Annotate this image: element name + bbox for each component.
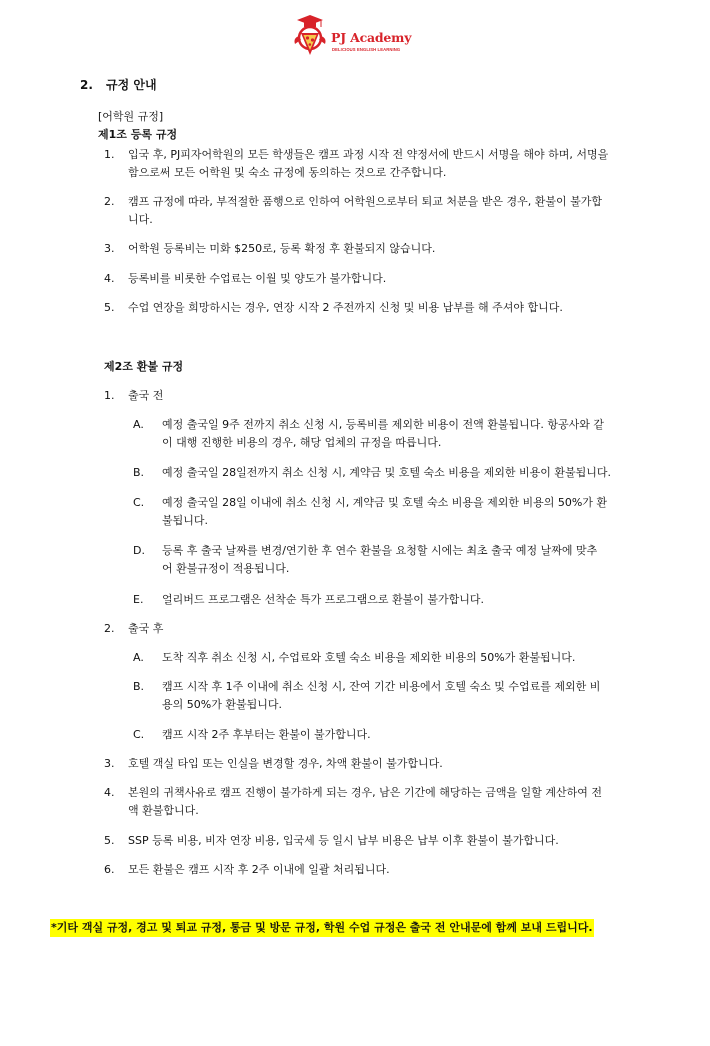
sub-text: 용의 50%가 환불됩니다.: [162, 698, 282, 711]
list-text: 함으로써 모든 어학원 및 숙소 규정에 동의하는 것으로 간주합니다.: [128, 166, 447, 179]
sub-text: 이 대행 진행한 비용의 경우, 해당 업체의 규정을 따릅니다.: [162, 436, 442, 449]
pizza-mascot-icon: [290, 14, 330, 64]
list-text: 수업 연장을 희망하시는 경우, 연장 시작 2 주전까지 신청 및 비용 납부를 해 주셔야 합니다.: [128, 301, 563, 314]
list-number: 5.: [104, 301, 115, 314]
sub-letter: C.: [133, 728, 145, 741]
list-number: 6.: [104, 863, 115, 876]
sub-letter: C.: [133, 496, 145, 509]
sub-text: 예정 출국일 28일 이내에 취소 신청 시, 계약금 및 호텔 숙소 비용을 제외한 비용의 50%가 환: [162, 496, 608, 509]
sub-letter: A.: [133, 651, 144, 664]
sub-letter: B.: [133, 466, 145, 479]
section-heading: [80, 76, 157, 93]
list-text: 캠프 규정에 따라, 부적절한 품행으로 인하여 어학원으로부터 퇴교 처분을 받은 경우, 환불이 불가합: [128, 195, 602, 208]
list-number: 5.: [104, 834, 115, 847]
sub-letter: E.: [133, 593, 144, 606]
sub-text: 얼리버드 프로그램은 선착순 특가 프로그램으로 환불이 불가합니다.: [162, 593, 485, 606]
group-label: 출국 전: [128, 389, 164, 402]
sub-text: 캠프 시작 2주 후부터는 환불이 불가합니다.: [162, 728, 371, 741]
list-number: 1.: [104, 148, 115, 161]
list-number: 2.: [104, 195, 115, 208]
list-text: 등록비를 비롯한 수업료는 이월 및 양도가 불가합니다.: [128, 272, 387, 285]
list-number: 4.: [104, 786, 115, 799]
sub-text: 어 환불규정이 적용됩니다.: [162, 562, 290, 575]
brand-tagline: DELICIOUS ENGLISH LEARNING: [332, 47, 401, 52]
list-number: 1.: [104, 389, 115, 402]
academy-logo: [290, 14, 420, 64]
list-number: 4.: [104, 272, 115, 285]
list-text: 입국 후, PJ피자어학원의 모든 학생들은 캠프 과정 시작 전 약정서에 반드시 서명을 해야 하며, 서명을: [128, 148, 609, 161]
sub-letter: D.: [133, 544, 145, 557]
highlighted-note: *기타 객실 규정, 경고 및 퇴교 규정, 통금 및 방문 규정, 학원 수업 규정은 출국 전 안내문에 함께 보내 드립니다.: [50, 919, 594, 937]
list-text: SSP 등록 비용, 비자 연장 비용, 입국세 등 일시 납부 비용은 납부 이후 환불이 불가합니다.: [128, 834, 559, 847]
sub-text: 예정 출국일 9주 전까지 취소 신청 시, 등록비를 제외한 비용이 전액 환불됩니다. 항공사와 같: [162, 418, 604, 431]
list-text: 액 환불합니다.: [128, 804, 199, 817]
list-text: 본원의 귀책사유로 캠프 진행이 불가하게 되는 경우, 남은 기간에 해당하는 금액을 일할 계산하여 전: [128, 786, 602, 799]
sub-text: 예정 출국일 28일전까지 취소 신청 시, 계약금 및 호텔 숙소 비용을 제외한 비용이 환불됩니다.: [162, 466, 611, 479]
sub-letter: A.: [133, 418, 144, 431]
list-text: 호텔 객실 타입 또는 인실을 변경할 경우, 차액 환불이 불가합니다.: [128, 757, 443, 770]
sub-text: 도착 직후 취소 신청 시, 수업료와 호텔 숙소 비용을 제외한 비용의 50%가 환불됩니다.: [162, 651, 576, 664]
list-number: 3.: [104, 757, 115, 770]
sub-text: 불됩니다.: [162, 514, 209, 527]
list-text: 니다.: [128, 213, 153, 226]
list-number: 3.: [104, 242, 115, 255]
subsection-label: [어학원 규정]: [98, 110, 164, 123]
list-text: 모든 환불은 캠프 시작 후 2주 이내에 일괄 처리됩니다.: [128, 863, 390, 876]
sub-text: 등록 후 출국 날짜를 변경/연기한 후 연수 환불을 요청할 시에는 최초 출국 예정 날짜에 맞추: [162, 544, 598, 557]
sub-text: 캠프 시작 후 1주 이내에 취소 신청 시, 잔여 기간 비용에서 호텔 숙소 및 수업료를 제외한 비: [162, 680, 601, 693]
article2-title: 제2조 환불 규정: [104, 360, 184, 373]
list-number: 2.: [104, 622, 115, 635]
article1-title: 제1조 등록 규정: [98, 128, 178, 141]
section-title: 규정 안내: [106, 78, 157, 92]
sub-letter: B.: [133, 680, 145, 693]
list-text: 어학원 등록비는 미화 $250로, 등록 확정 후 환불되지 않습니다.: [128, 242, 436, 255]
brand-name: PJ Academy: [331, 30, 412, 45]
section-number: 2.: [80, 78, 93, 92]
group-label: 출국 후: [128, 622, 164, 635]
